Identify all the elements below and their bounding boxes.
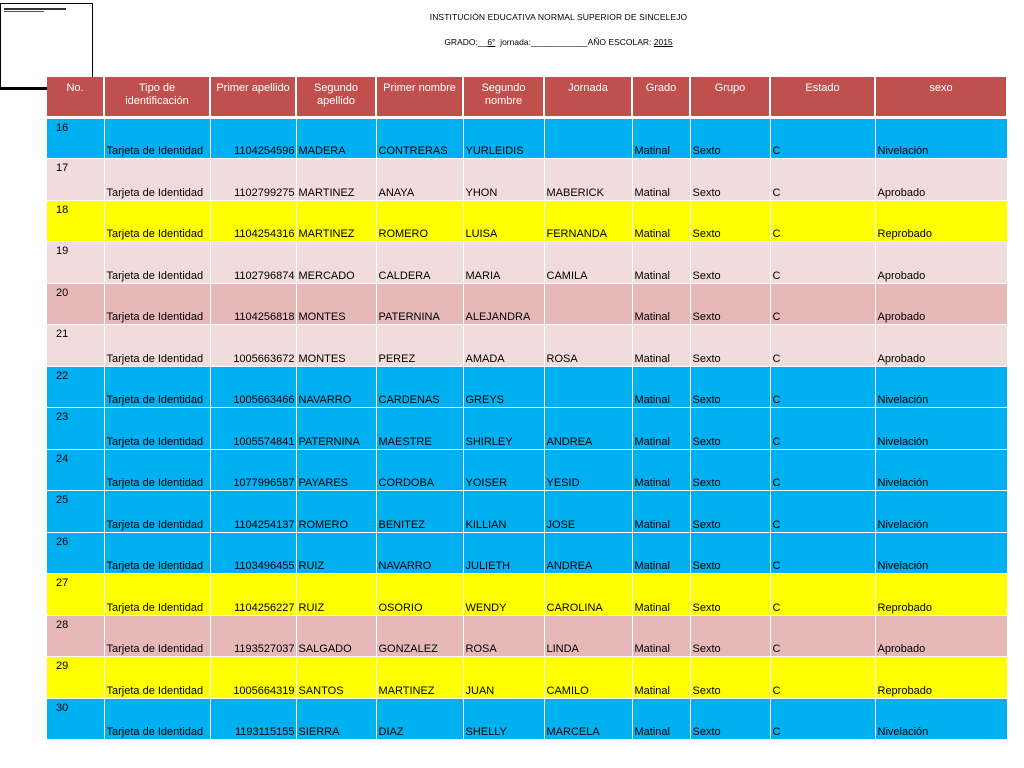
cell-primer-nombre: AMADA bbox=[463, 325, 544, 367]
cell-no: 19 bbox=[47, 242, 104, 284]
cell-segundo-nombre: JOSE bbox=[544, 491, 632, 533]
cell-grado: Sexto bbox=[690, 574, 770, 616]
cell-segundo-nombre: ANDREA bbox=[544, 532, 632, 574]
cell-segundo-apellido: NAVARRO bbox=[376, 532, 463, 574]
cell-primer-apellido: MONTES bbox=[296, 283, 376, 325]
cell-no: 24 bbox=[47, 449, 104, 491]
cell-segundo-apellido: CALDERA bbox=[376, 242, 463, 284]
cell-primer-apellido: ROMERO bbox=[296, 491, 376, 533]
logo-text-line bbox=[4, 11, 44, 12]
cell-estado: Nivelación bbox=[875, 117, 1007, 159]
cell-segundo-apellido: CORDOBA bbox=[376, 449, 463, 491]
cell-jornada: Matinal bbox=[632, 283, 690, 325]
cell-no: 20 bbox=[47, 283, 104, 325]
cell-segundo-nombre: ROSA bbox=[544, 325, 632, 367]
column-header: No. bbox=[47, 77, 104, 117]
cell-tipo: Tarjeta de Identidad bbox=[104, 366, 210, 408]
cell-grado: Sexto bbox=[690, 491, 770, 533]
cell-grado: Sexto bbox=[690, 200, 770, 242]
cell-segundo-nombre: FERNANDA bbox=[544, 200, 632, 242]
cell-grado: Sexto bbox=[690, 283, 770, 325]
cell-segundo-nombre bbox=[544, 117, 632, 159]
cell-grado: Sexto bbox=[690, 159, 770, 201]
cell-tipo: Tarjeta de Identidad bbox=[104, 117, 210, 159]
cell-grado: Sexto bbox=[690, 117, 770, 159]
cell-no: 23 bbox=[47, 408, 104, 450]
cell-primer-apellido: PAYARES bbox=[296, 449, 376, 491]
cell-segundo-nombre: ANDREA bbox=[544, 408, 632, 450]
cell-estado: Nivelación bbox=[875, 698, 1007, 740]
cell-jornada: Matinal bbox=[632, 449, 690, 491]
cell-estado: Aprobado bbox=[875, 242, 1007, 284]
cell-primer-apellido: NAVARRO bbox=[296, 366, 376, 408]
cell-grado: Sexto bbox=[690, 366, 770, 408]
cell-id: 1005663672 bbox=[210, 325, 296, 367]
cell-tipo: Tarjeta de Identidad bbox=[104, 283, 210, 325]
header-row bbox=[47, 77, 1007, 117]
cell-tipo: Tarjeta de Identidad bbox=[104, 532, 210, 574]
cell-grado: Sexto bbox=[690, 408, 770, 450]
cell-segundo-apellido: ANAYA bbox=[376, 159, 463, 201]
cell-tipo: Tarjeta de Identidad bbox=[104, 242, 210, 284]
cell-segundo-nombre: YESID bbox=[544, 449, 632, 491]
cell-segundo-apellido: MARTINEZ bbox=[376, 657, 463, 699]
cell-grupo: C bbox=[770, 159, 875, 201]
cell-segundo-apellido: DIAZ bbox=[376, 698, 463, 740]
cell-segundo-nombre: CAROLINA bbox=[544, 574, 632, 616]
cell-grupo: C bbox=[770, 283, 875, 325]
column-header: Primer apellido bbox=[210, 77, 296, 117]
cell-estado: Aprobado bbox=[875, 159, 1007, 201]
cell-primer-nombre: ALEJANDRA bbox=[463, 283, 544, 325]
cell-primer-apellido: MERCADO bbox=[296, 242, 376, 284]
cell-jornada: Matinal bbox=[632, 325, 690, 367]
table-row bbox=[47, 698, 1007, 740]
cell-jornada: Matinal bbox=[632, 408, 690, 450]
cell-grado: Sexto bbox=[690, 242, 770, 284]
cell-grupo: C bbox=[770, 449, 875, 491]
cell-grado: Sexto bbox=[690, 698, 770, 740]
cell-primer-apellido: SIERRA bbox=[296, 698, 376, 740]
cell-primer-nombre: SHIRLEY bbox=[463, 408, 544, 450]
cell-primer-nombre: LUISA bbox=[463, 200, 544, 242]
column-header: Grupo bbox=[690, 77, 770, 117]
table-row bbox=[47, 615, 1007, 657]
cell-primer-nombre: MARIA bbox=[463, 242, 544, 284]
grado-value: 6° bbox=[487, 37, 496, 47]
cell-primer-apellido: RUIZ bbox=[296, 574, 376, 616]
table-row bbox=[47, 159, 1007, 201]
cell-jornada: Matinal bbox=[632, 200, 690, 242]
cell-primer-apellido: PATERNINA bbox=[296, 408, 376, 450]
cell-id: 1104254137 bbox=[210, 491, 296, 533]
table-row bbox=[47, 283, 1007, 325]
students-table bbox=[47, 77, 1008, 740]
cell-tipo: Tarjeta de Identidad bbox=[104, 159, 210, 201]
cell-id: 1005574841 bbox=[210, 408, 296, 450]
cell-primer-apellido: MADERA bbox=[296, 117, 376, 159]
cell-id: 1193115155 bbox=[210, 698, 296, 740]
cell-primer-nombre: KILLIAN bbox=[463, 491, 544, 533]
cell-no: 17 bbox=[47, 159, 104, 201]
cell-grado: Sexto bbox=[690, 615, 770, 657]
cell-primer-apellido: MARTINEZ bbox=[296, 159, 376, 201]
cell-tipo: Tarjeta de Identidad bbox=[104, 200, 210, 242]
table-row bbox=[47, 657, 1007, 699]
cell-tipo: Tarjeta de Identidad bbox=[104, 574, 210, 616]
table-row bbox=[47, 242, 1007, 284]
page-title: INSTITUCIÓN EDUCATIVA NORMAL SUPERIOR DE SINCELEJO bbox=[429, 12, 688, 22]
cell-grado: Sexto bbox=[690, 657, 770, 699]
anio-value: 2015 bbox=[653, 37, 673, 47]
cell-jornada: Matinal bbox=[632, 366, 690, 408]
table-row bbox=[47, 408, 1007, 450]
cell-estado: Nivelación bbox=[875, 366, 1007, 408]
cell-jornada: Matinal bbox=[632, 574, 690, 616]
cell-tipo: Tarjeta de Identidad bbox=[104, 408, 210, 450]
cell-jornada: Matinal bbox=[632, 242, 690, 284]
cell-grupo: C bbox=[770, 657, 875, 699]
table-row bbox=[47, 325, 1007, 367]
cell-jornada: Matinal bbox=[632, 532, 690, 574]
cell-primer-nombre: SHELLY bbox=[463, 698, 544, 740]
cell-no: 26 bbox=[47, 532, 104, 574]
cell-grupo: C bbox=[770, 532, 875, 574]
column-header: Segundo apellido bbox=[296, 77, 376, 117]
column-header: Tipo de identificación bbox=[104, 77, 210, 117]
column-header: Jornada bbox=[544, 77, 632, 117]
cell-estado: Reprobado bbox=[875, 657, 1007, 699]
cell-segundo-nombre: CAMILO bbox=[544, 657, 632, 699]
cell-primer-apellido: RUIZ bbox=[296, 532, 376, 574]
cell-no: 16 bbox=[47, 117, 104, 159]
cell-id: 1005663466 bbox=[210, 366, 296, 408]
cell-grupo: C bbox=[770, 117, 875, 159]
cell-jornada: Matinal bbox=[632, 491, 690, 533]
cell-tipo: Tarjeta de Identidad bbox=[104, 491, 210, 533]
cell-id: 1104256818 bbox=[210, 283, 296, 325]
cell-primer-nombre: YOISER bbox=[463, 449, 544, 491]
cell-primer-nombre: YHON bbox=[463, 159, 544, 201]
cell-jornada: Matinal bbox=[632, 657, 690, 699]
cell-grupo: C bbox=[770, 325, 875, 367]
cell-id: 1102796874 bbox=[210, 242, 296, 284]
cell-primer-nombre: YURLEIDIS bbox=[463, 117, 544, 159]
cell-primer-nombre: ROSA bbox=[463, 615, 544, 657]
cell-no: 27 bbox=[47, 574, 104, 616]
cell-grado: Sexto bbox=[690, 325, 770, 367]
cell-segundo-nombre: LINDA bbox=[544, 615, 632, 657]
cell-estado: Reprobado bbox=[875, 574, 1007, 616]
cell-estado: Reprobado bbox=[875, 200, 1007, 242]
grado-label: GRADO:__ bbox=[444, 37, 488, 47]
cell-id: 1104256227 bbox=[210, 574, 296, 616]
cell-jornada: Matinal bbox=[632, 117, 690, 159]
cell-primer-apellido: SANTOS bbox=[296, 657, 376, 699]
cell-segundo-nombre bbox=[544, 366, 632, 408]
cell-estado: Nivelación bbox=[875, 408, 1007, 450]
table-row bbox=[47, 491, 1007, 533]
table-row bbox=[47, 532, 1007, 574]
table-row bbox=[47, 366, 1007, 408]
cell-primer-apellido: MARTINEZ bbox=[296, 200, 376, 242]
cell-tipo: Tarjeta de Identidad bbox=[104, 325, 210, 367]
cell-segundo-apellido: CARDENAS bbox=[376, 366, 463, 408]
cell-grupo: C bbox=[770, 366, 875, 408]
column-header: Estado bbox=[770, 77, 875, 117]
cell-id: 1193527037 bbox=[210, 615, 296, 657]
cell-tipo: Tarjeta de Identidad bbox=[104, 698, 210, 740]
cell-tipo: Tarjeta de Identidad bbox=[104, 615, 210, 657]
cell-no: 25 bbox=[47, 491, 104, 533]
table-row bbox=[47, 200, 1007, 242]
cell-segundo-nombre: CAMILA bbox=[544, 242, 632, 284]
cell-primer-nombre: GREYS bbox=[463, 366, 544, 408]
cell-jornada: Matinal bbox=[632, 159, 690, 201]
cell-tipo: Tarjeta de Identidad bbox=[104, 449, 210, 491]
cell-estado: Nivelación bbox=[875, 491, 1007, 533]
column-header: Segundo nombre bbox=[463, 77, 544, 117]
cell-id: 1005664319 bbox=[210, 657, 296, 699]
page-subtitle bbox=[93, 37, 1024, 47]
table-row bbox=[47, 574, 1007, 616]
cell-id: 1103496455 bbox=[210, 532, 296, 574]
cell-estado: Aprobado bbox=[875, 615, 1007, 657]
cell-segundo-apellido: PATERNINA bbox=[376, 283, 463, 325]
table-row bbox=[47, 117, 1007, 159]
cell-estado: Aprobado bbox=[875, 283, 1007, 325]
cell-primer-nombre: WENDY bbox=[463, 574, 544, 616]
cell-segundo-apellido: CONTRERAS bbox=[376, 117, 463, 159]
cell-tipo: Tarjeta de Identidad bbox=[104, 657, 210, 699]
cell-segundo-nombre: MARCELA bbox=[544, 698, 632, 740]
cell-segundo-apellido: GONZALEZ bbox=[376, 615, 463, 657]
column-header: Primer nombre bbox=[376, 77, 463, 117]
cell-segundo-apellido: ROMERO bbox=[376, 200, 463, 242]
cell-grado: Sexto bbox=[690, 532, 770, 574]
cell-no: 28 bbox=[47, 615, 104, 657]
cell-id: 1077996587 bbox=[210, 449, 296, 491]
table-row bbox=[47, 449, 1007, 491]
cell-no: 30 bbox=[47, 698, 104, 740]
cell-primer-apellido: MONTES bbox=[296, 325, 376, 367]
cell-estado: Nivelación bbox=[875, 449, 1007, 491]
cell-id: 1104254596 bbox=[210, 117, 296, 159]
jornada-label: jornada:____________AÑO ESCOLAR: bbox=[495, 37, 654, 47]
cell-segundo-apellido: OSORIO bbox=[376, 574, 463, 616]
cell-no: 21 bbox=[47, 325, 104, 367]
cell-primer-nombre: JULIETH bbox=[463, 532, 544, 574]
column-header: sexo bbox=[875, 77, 1007, 117]
logo-box bbox=[0, 3, 93, 88]
cell-grupo: C bbox=[770, 242, 875, 284]
cell-id: 1104254316 bbox=[210, 200, 296, 242]
cell-primer-nombre: JUAN bbox=[463, 657, 544, 699]
cell-segundo-apellido: MAESTRE bbox=[376, 408, 463, 450]
cell-grupo: C bbox=[770, 574, 875, 616]
cell-segundo-apellido: BENITEZ bbox=[376, 491, 463, 533]
cell-estado: Aprobado bbox=[875, 325, 1007, 367]
logo-text-line bbox=[4, 8, 66, 10]
cell-grupo: C bbox=[770, 615, 875, 657]
cell-grupo: C bbox=[770, 200, 875, 242]
cell-primer-apellido: SALGADO bbox=[296, 615, 376, 657]
cell-segundo-nombre: MABERICK bbox=[544, 159, 632, 201]
cell-jornada: Matinal bbox=[632, 698, 690, 740]
cell-grupo: C bbox=[770, 491, 875, 533]
cell-segundo-nombre bbox=[544, 283, 632, 325]
cell-id: 1102799275 bbox=[210, 159, 296, 201]
column-header: Grado bbox=[632, 77, 690, 117]
divider bbox=[0, 88, 50, 90]
cell-segundo-apellido: PEREZ bbox=[376, 325, 463, 367]
cell-no: 18 bbox=[47, 200, 104, 242]
cell-jornada: Matinal bbox=[632, 615, 690, 657]
cell-grado: Sexto bbox=[690, 449, 770, 491]
cell-grupo: C bbox=[770, 408, 875, 450]
cell-no: 22 bbox=[47, 366, 104, 408]
cell-no: 29 bbox=[47, 657, 104, 699]
cell-estado: Nivelación bbox=[875, 532, 1007, 574]
cell-grupo: C bbox=[770, 698, 875, 740]
